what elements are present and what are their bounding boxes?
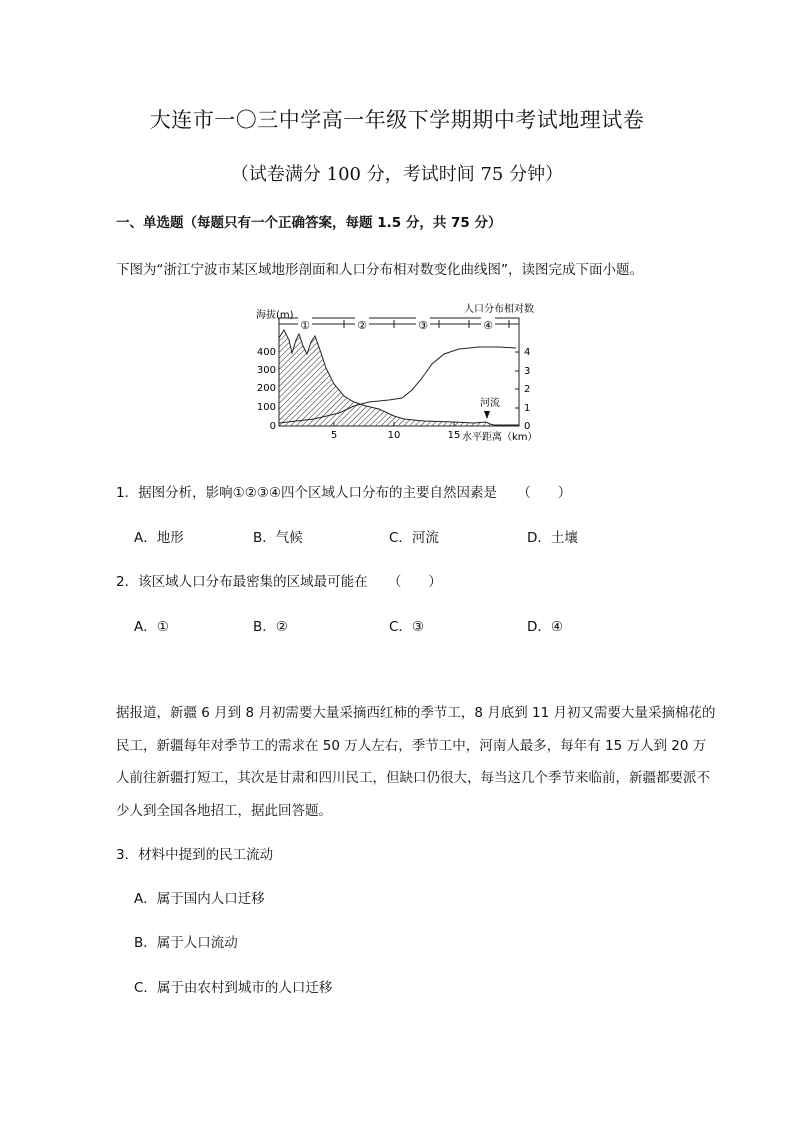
question-2-stem: 2．该区域人口分布最密集的区域最可能在 （ ） [116, 574, 442, 590]
question-1-stem: 1．据图分析，影响①②③④四个区域人口分布的主要自然因素是 （ ） [116, 485, 572, 501]
x-axis-title: 水平距离（km） [462, 432, 538, 443]
question-1-option-d[interactable]: D．土壤 [527, 530, 578, 546]
zone-2-label: ② [357, 319, 367, 332]
question-3-option-b[interactable]: B．属于人口流动 [134, 935, 238, 951]
left-tick-0: 0 [269, 421, 276, 432]
left-tick-100: 100 [256, 402, 276, 413]
exam-subtitle: （试卷满分 100 分，考试时间 75 分钟） [230, 164, 564, 185]
river-label: 河流 [480, 398, 500, 409]
passage-text: 据报道，新疆 6 月到 8 月初需要大量采摘西红柿的季节工，8 月底到 11 月初又需要大量采摘棉花的民工，新疆每年对季节工的需求在 50 万人左右，季节工中，河南人最多，每年有 15 万人到 20 万人前往新疆打短工，其次是甘肃和四川民工，但缺口仍很大，每当这几个季节来临前，新疆都要派不少人到全国各地招工，据此回答题。 [116, 705, 716, 819]
right-tick-1: 1 [524, 403, 531, 414]
question-2-option-a[interactable]: A．① [134, 619, 169, 635]
question-1-option-b[interactable]: B．气候 [253, 530, 303, 546]
x-tick-5: 5 [330, 430, 338, 441]
x-tick-10: 10 [387, 430, 401, 441]
right-tick-4: 4 [524, 347, 531, 358]
right-tick-0: 0 [524, 421, 531, 432]
zone-3-label: ③ [418, 319, 428, 332]
right-axis-title: 人口分布相对数 [464, 304, 534, 315]
question-1-option-a[interactable]: A．地形 [134, 530, 184, 546]
exam-title: 大连市一〇三中学高一年级下学期期中考试地理试卷 [149, 108, 645, 132]
right-tick-3: 3 [524, 366, 531, 377]
right-tick-2: 2 [524, 384, 531, 395]
question-1-option-c[interactable]: C．河流 [389, 530, 439, 546]
terrain-population-figure [254, 298, 544, 446]
left-tick-300: 300 [256, 365, 276, 376]
river-marker [484, 411, 490, 419]
x-tick-15: 15 [447, 430, 461, 441]
zone-4-label: ④ [483, 319, 493, 332]
question-2-option-b[interactable]: B．② [253, 619, 288, 635]
question-3-option-c[interactable]: C．属于由农村到城市的人口迁移 [134, 980, 333, 996]
left-axis-title: 海拔(m) [256, 310, 294, 321]
zone-1-label: ① [300, 319, 310, 332]
left-tick-200: 200 [256, 383, 276, 394]
question-3-option-a[interactable]: A．属于国内人口迁移 [134, 891, 265, 907]
question-2-option-c[interactable]: C．③ [389, 619, 425, 635]
figure-intro-text: 下图为“浙江宁波市某区域地形剖面和人口分布相对数变化曲线图”，读图完成下面小题。 [116, 262, 643, 278]
terrain-profile [279, 330, 519, 426]
section-heading: 一、单选题（每题只有一个正确答案，每题 1.5 分，共 75 分） [116, 215, 502, 231]
question-2-option-d[interactable]: D．④ [527, 619, 563, 635]
left-tick-400: 400 [256, 347, 276, 358]
question-3-stem: 3．材料中提到的民工流动 [116, 847, 274, 863]
